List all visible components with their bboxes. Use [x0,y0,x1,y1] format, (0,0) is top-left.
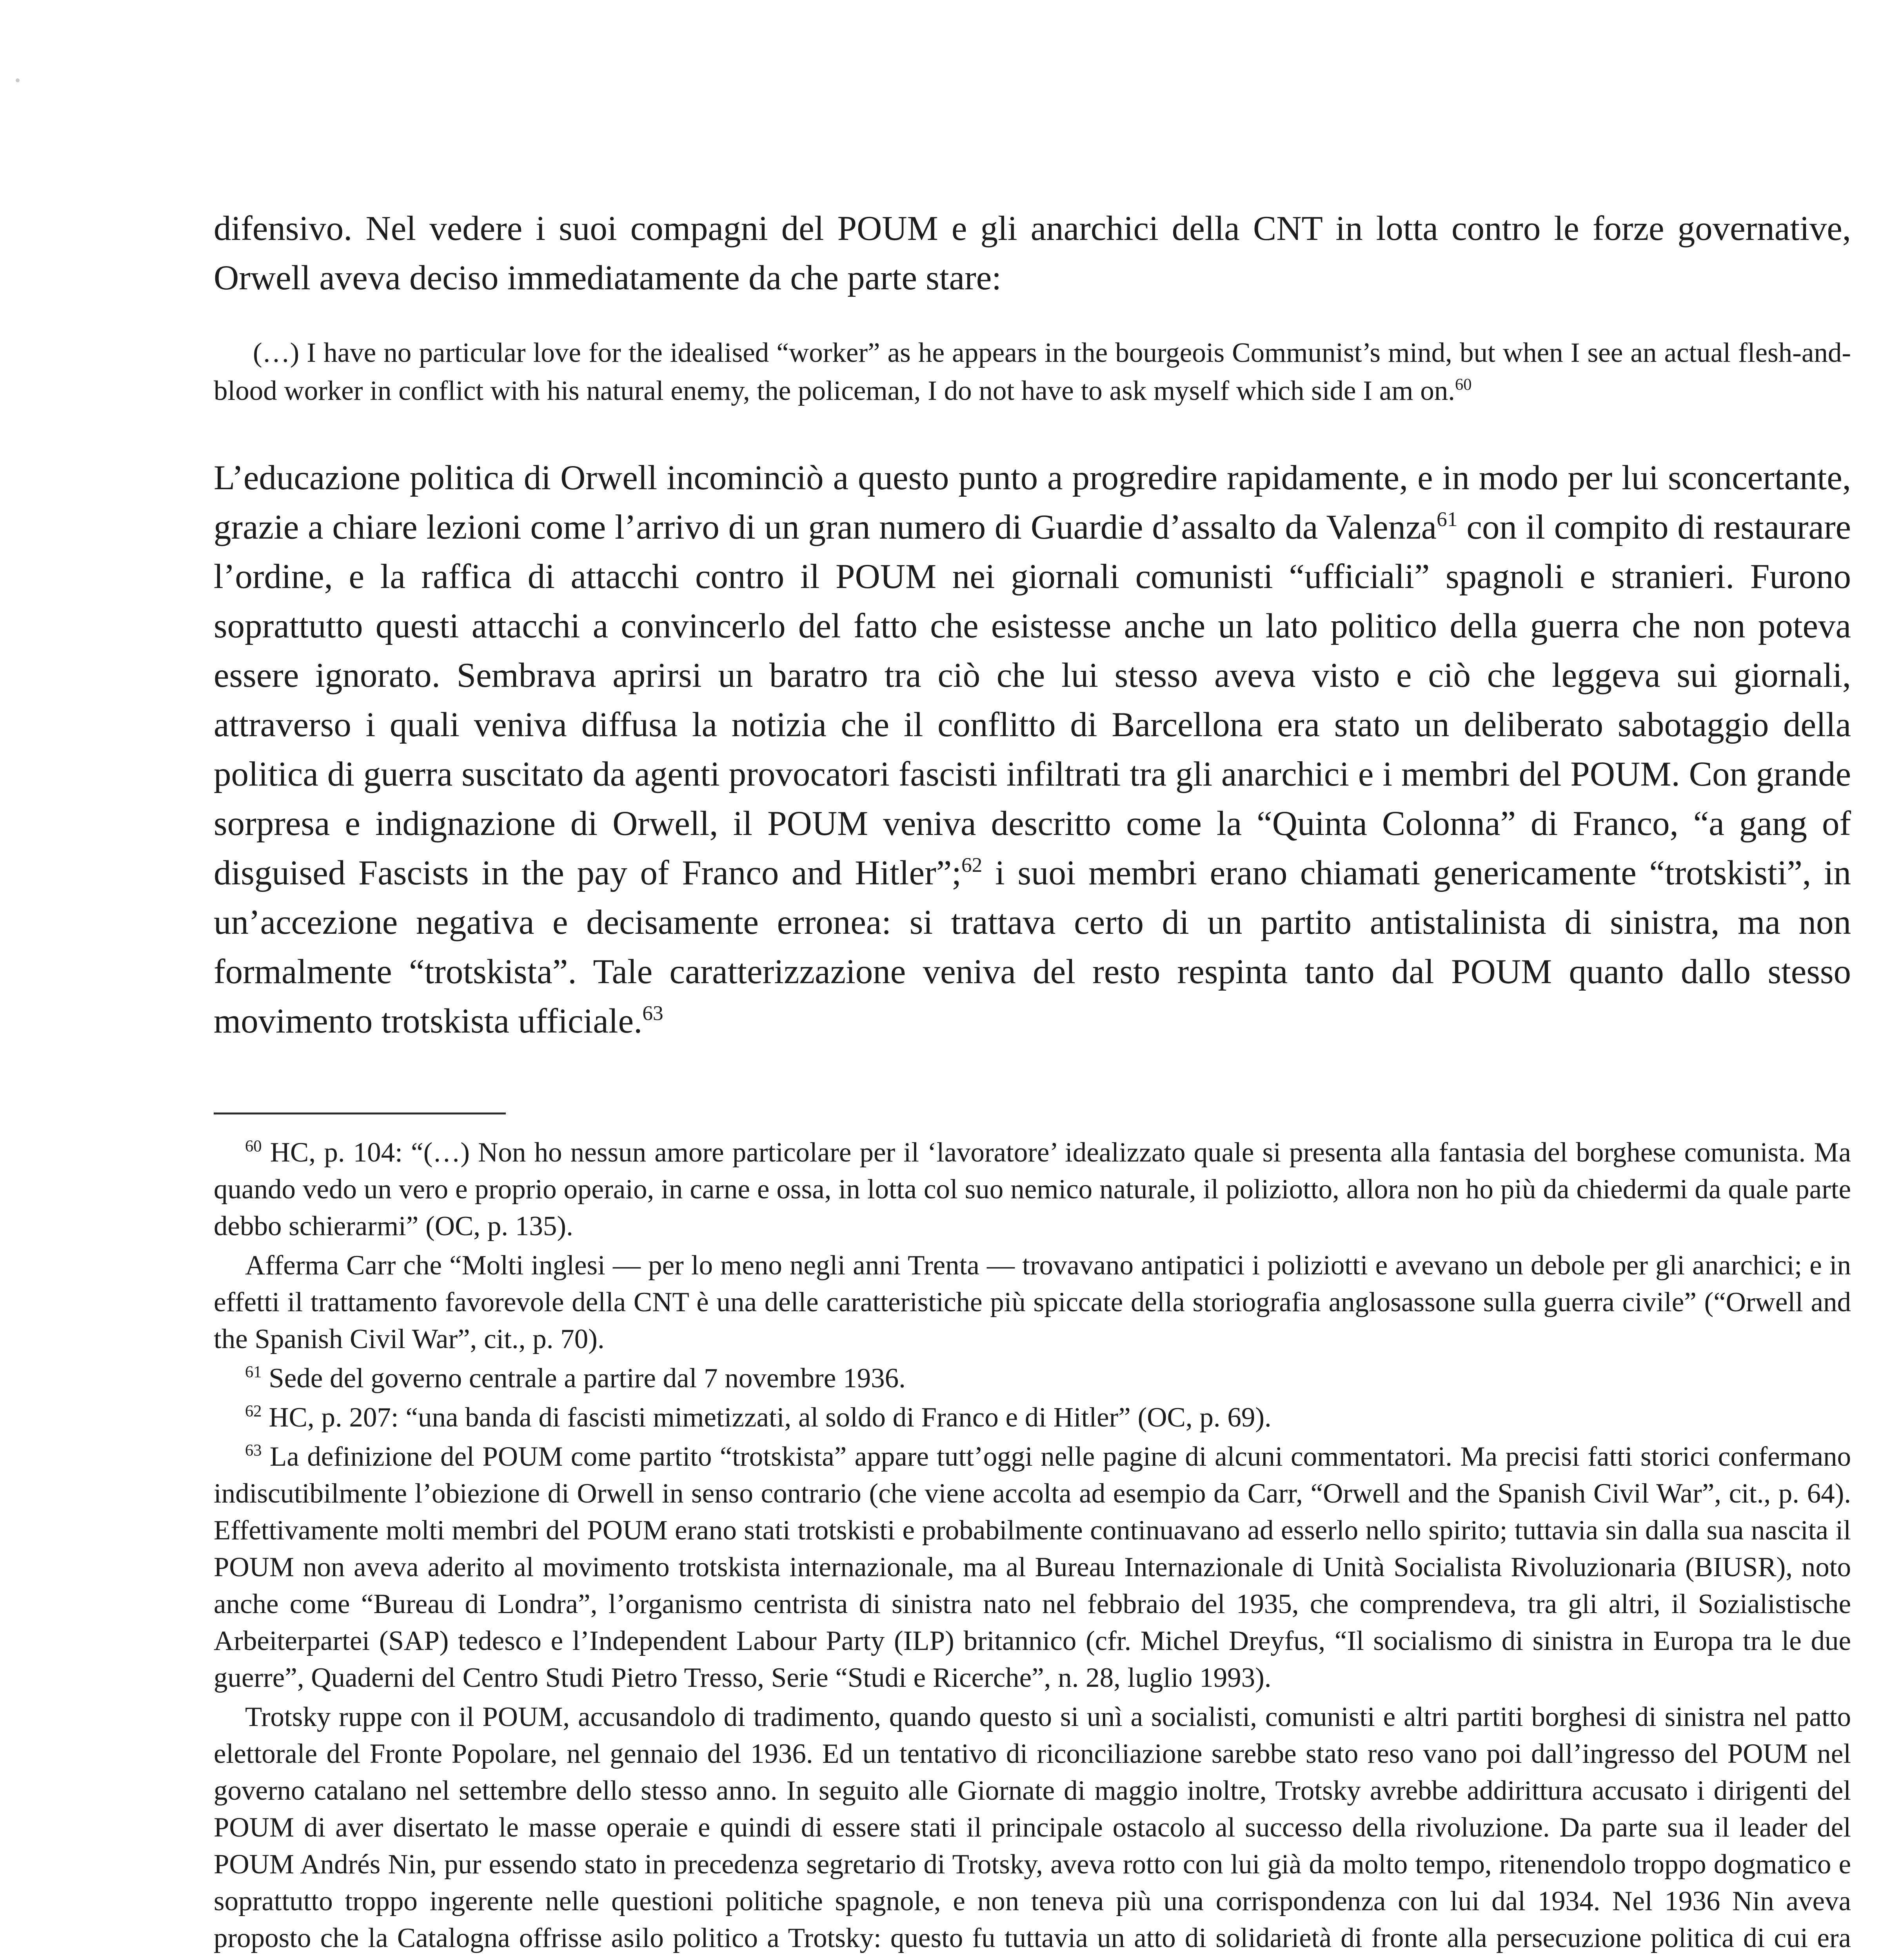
footnote-number: 63 [245,1441,262,1460]
footnote-text: HC, p. 104: “(…) Non ho nessun amore particolare per il ‘lavoratore’ idealizzato quale si presenta alla fantasia del borghese comunista. Ma quando vedo un vero e proprio operaio, in carne e ossa, in lotta col suo nemico naturale, il poliziotto, allora non ho più da chiedermi da quale parte debbo schierarmi” (OC, p. 135). [214,1137,1851,1241]
footnote-text: Trotsky ruppe con il POUM, accusandolo di tradimento, quando questo si unì a socialisti, comunisti e altri partiti borghesi di sinistra nel patto elettorale del Fronte Popolare, nel gennaio del 1936. Ed un tentativo di riconciliazione sarebbe stato reso vano poi dall’ingresso del POUM nel governo catalano nel settembre dello stesso anno. In seguito alle Giornate di maggio inoltre, Trotsky avrebbe addirittura accusato i dirigenti del POUM di aver disertato le masse operaie e quindi di essere stati il principale ostacolo al successo della rivoluzione. Da parte sua il leader del POUM Andrés Nin, pur essendo stato in precedenza segretario di Trotsky, aveva rotto con lui già da molto tempo, ritenendolo troppo dogmatico e soprattutto troppo ingerente nelle questioni politiche spagnole, e non teneva più una corrispondenza con lui dal 1934. Nel 1936 Nin aveva proposto che la Catalogna offrisse asilo politico a Trotsky: questo fu tuttavia un atto di solidarietà di fronte alla persecuzione politica di cui era [214,1702,1851,1953]
footnote-63-continued-1 [214,1699,1851,1960]
paragraph-2-text-c: i suoi membri erano chiamati genericamente “trotskisti”, in un’accezione negativa e decisamente erronea: si trattava certo di un partito antistalinista di sinistra, ma non formalmente “trotskista”. Tale caratterizzazione veniva del resto respinta tanto dal POUM quanto dallo stesso movimento trotskista ufficiale. [214,854,1851,1040]
footnote-63 [214,1438,1851,1696]
paragraph-1-text: difensivo. Nel vedere i suoi compagni del POUM e gli anarchici della CNT in lotta contro le forze governative, Orwell aveva deciso immediatamente da che parte stare: [214,209,1851,297]
footnote-60-continued [214,1247,1851,1357]
quote-text: (…) I have no particular love for the idealised “worker” as he appears in the bourgeois Communist’s mind, but when I see an actual flesh-and-blood worker in conflict with his natural enemy, the policeman, I do not have to ask myself which side I am on. [214,338,1851,406]
footnote-number: 61 [245,1363,262,1381]
footnote-separator [214,1112,506,1114]
scan-speck [16,78,20,82]
footnote-61 [214,1360,1851,1397]
paragraph-2-text-a: L’educazione politica di Orwell incominciò a questo punto a progredire rapidamente, e in modo per lui sconcertante, grazie a chiare lezioni come l’arrivo di un gran numero di Guardie d’assalto da Valenza [214,459,1851,546]
footnote-60 [214,1134,1851,1245]
paragraph-1 [214,204,1851,303]
footnote-text: Afferma Carr che “Molti inglesi — per lo meno negli anni Trenta — trovavano antipatici i poliziotti e avevano un debole per gli anarchici; e in effetti il trattamento favorevole della CNT è una delle caratteristiche più spiccate della storiografia anglosassone sulla guerra civile” (“Orwell and the Spanish Civil War”, cit., p. 70). [214,1250,1851,1354]
footnote-text: La definizione del POUM come partito “trotskista” appare tutt’oggi nelle pagine di alcuni commentatori. Ma precisi fatti storici confermano indiscutibilmente l’obiezione di Orwell in senso contrario (che viene accolta ad esempio da Carr, “Orwell and the Spanish Civil War”, cit., p. 64). Effettivamente molti membri del POUM erano stati trotskisti e probabilmente continuavano ad esserlo nello spirito; tuttavia sin dalla sua nascita il POUM non aveva aderito al movimento trotskista internazionale, ma al Bureau Internazionale di Unità Socialista Rivoluzionaria (BIUSR), noto anche come “Bureau di Londra”, l’organismo centrista di sinistra nato nel febbraio del 1935, che comprendeva, tra gli altri, il Sozialistische Arbeiterpartei (SAP) tedesco e l’Independent Labour Party (ILP) britannico (cfr. Michel Dreyfus, “Il socialismo di sinistra in Europa tra le due guerre”, Quaderni del Centro Studi Pietro Tresso, Serie “Studi e Ricerche”, n. 28, luglio 1993). [214,1441,1851,1693]
footnote-number: 62 [245,1402,262,1421]
footnote-62 [214,1399,1851,1436]
footnote-ref-63: 63 [642,1001,663,1025]
footnote-text: Sede del governo centrale a partire dal 7 novembre 1936. [262,1363,906,1394]
footnote-number: 60 [245,1137,262,1156]
footnote-text: HC, p. 207: “una banda di fascisti mimetizzati, al soldo di Franco e di Hitler” (OC, p. 69). [262,1402,1272,1433]
paragraph-2 [214,453,1851,1046]
paragraph-2-text-b: con il compito di restaurare l’ordine, e la raffica di attacchi contro il POUM nei giornali comunisti “ufficiali” spagnoli e stranieri. Furono soprattutto questi attacchi a convincerlo del fatto che esistesse anche un lato politico della guerra che non poteva essere ignorato. Sembrava aprirsi un baratro tra ciò che lui stesso aveva visto e ciò che leggeva sui giornali, attraverso i quali veniva diffusa la notizia che il conflitto di Barcellona era stato un deliberato sabotaggio della politica di guerra suscitato da agenti provocatori fascisti infiltrati tra gli anarchici e i membri del POUM. Con grande sorpresa e indignazione di Orwell, il POUM veniva descritto come la “Quinta Colonna” di Franco, “a gang of disguised Fascists in the pay of Franco and Hitler”; [214,508,1851,892]
block-quote [214,334,1851,410]
footnote-ref-60: 60 [1455,375,1472,394]
footnote-ref-62: 62 [961,853,983,877]
footnote-ref-61: 61 [1437,507,1458,531]
